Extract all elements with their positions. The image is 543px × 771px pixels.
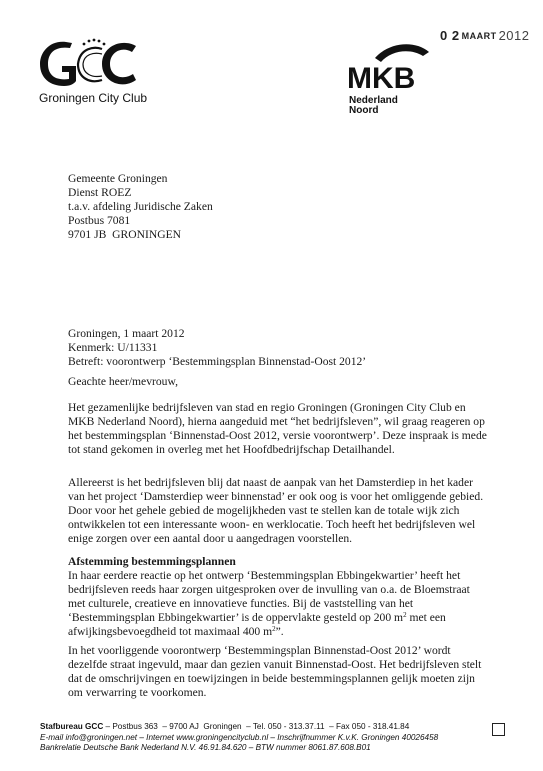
- received-date-stamp: [440, 28, 530, 43]
- address-line: 9701 JB GRONINGEN: [68, 228, 182, 241]
- footer-line-2: E-mail info@groningen.net – Internet www.groningencityclub.nl – Inschrijfnummer K.v.K. Groningen 40026458: [40, 732, 439, 742]
- mkb-logo-text: MKB: [347, 62, 416, 90]
- footer-contact: – Postbus 363 – 9700 AJ Groningen – Tel. 050 - 313.37.11 – Fax 050 - 318.41.84: [103, 722, 410, 731]
- subject: Betreft: voorontwerp ‘Bestemmingsplan Binnenstad-Oost 2012’: [68, 355, 367, 368]
- address-line: Gemeente Groningen: [68, 172, 168, 185]
- stamp-month: MAART: [461, 31, 497, 41]
- footer-line-1: [40, 722, 438, 733]
- footer-checkbox[interactable]: [492, 723, 505, 736]
- recipient-address: [68, 172, 213, 242]
- body-paragraph-3: [68, 569, 488, 639]
- address-line: Postbus 7081: [68, 214, 131, 227]
- p3-text: In haar eerdere reactie op het ontwerp ‘Bestemmingsplan Ebbingekwartier’ heeft het bedrijfsleven reeds haar zorgen uitgesproken over de invulling van o.a. de Bloemstraat met culturele, creatieve en innovatieve functies. Bij de vaststelling van het ‘Bestemmingsplan Ebbingekwartier’ is de oppervlakte gesteld op 200 m: [68, 569, 470, 624]
- mkb-logo: [345, 38, 435, 90]
- address-line: Dienst ROEZ: [68, 186, 132, 199]
- body-paragraph-4: In het voorliggende voorontwerp ‘Bestemmingsplan Binnenstad-Oost 2012’ wordt dezelfde straat ingevuld, maar dan gezien vanuit Binnenstad-Oost. Het bedrijfsleven stelt dat de omschrijvingen en toewijzingen in beide bestemmingsplannen gelijk moeten zijn om verwarring te voorkomen.: [68, 644, 482, 699]
- p3-end: ”.: [275, 625, 284, 638]
- stamp-day: 0 2: [440, 28, 460, 43]
- footer-label: Stafbureau GCC: [40, 722, 104, 731]
- gcc-caption: Groningen City Club: [39, 91, 148, 105]
- p3-mid: met een afwijkingsbevoegdheid tot maximaal 400 m: [68, 611, 446, 638]
- superscript: 2: [403, 611, 407, 619]
- section-heading: Afstemming bestemmingsplannen: [68, 555, 236, 568]
- stamp-year: 2012: [498, 28, 530, 43]
- place-date: Groningen, 1 maart 2012: [68, 327, 185, 340]
- letter-footer: [40, 722, 438, 754]
- salutation: Geachte heer/mevrouw,: [68, 375, 178, 388]
- body-paragraph-2: Allereerst is het bedrijfsleven blij dat naast de aanpak van het Damsterdiep in het kader van het project ‘Damsterdiep weer binnenstad’ er ook oog is voor het omliggende gebied. Door voor het gehele gebied de mogelijkheden vast te stellen kan de totale wijk zich ontwikkelen tot een interessante woon- en werklocatie. Toch heeft het bedrijfsleven wel enige zorgen over een aantal door u aangedragen voorstellen.: [68, 476, 484, 545]
- footer-line-3: Bankrelatie Deutsche Bank Nederland N.V. 46.91.84.620 – BTW nummer 8061.87.608.B01: [40, 743, 371, 752]
- reference: Kenmerk: U/11331: [68, 341, 158, 354]
- mkb-subtitle: [349, 96, 398, 116]
- mkb-sub-line1: Nederland: [349, 95, 398, 106]
- superscript: 2: [272, 625, 276, 633]
- body-paragraph-1: Het gezamenlijke bedrijfsleven van stad en regio Groningen (Groningen City Club en MKB Nederland Noord), hierna aangeduid met “het bedrijfsleven”, wil graag reageren op het bestemmingsplan ‘Binnenstad-Oost 2012, versie voorontwerp’. Deze inspraak is mede tot stand gekomen in overleg met het Hoofdbedrijfschap Detailhandel.: [68, 401, 487, 456]
- address-line: t.a.v. afdeling Juridische Zaken: [68, 200, 213, 213]
- gcc-logo: [36, 34, 141, 90]
- letter-meta: [68, 327, 366, 369]
- mkb-sub-line2: Noord: [349, 105, 379, 116]
